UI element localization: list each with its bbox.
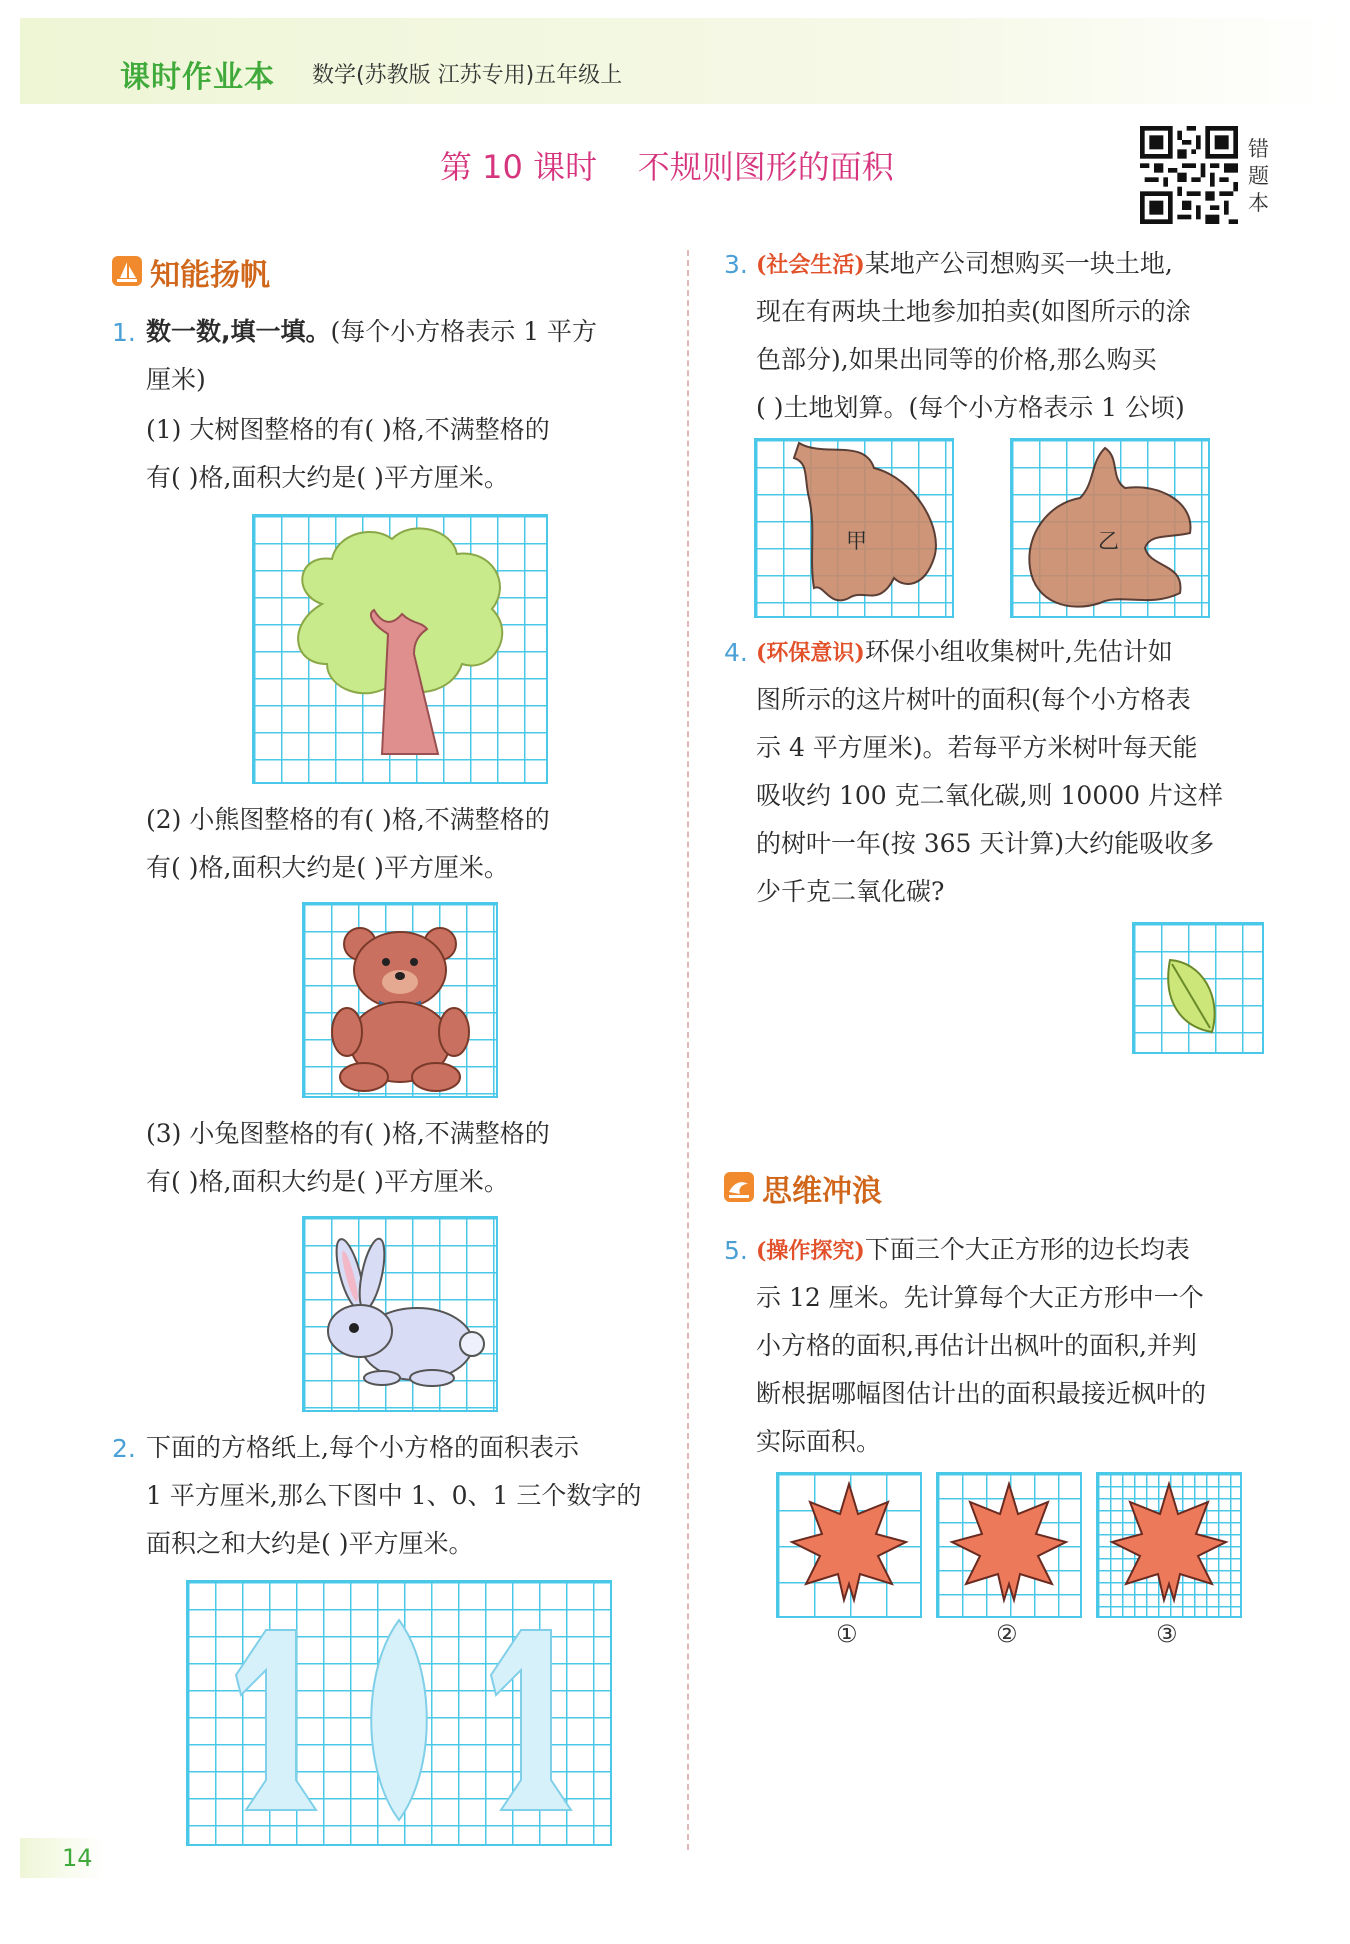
land-a-label: 甲 — [846, 529, 867, 553]
question-5-line5: 实际面积。 — [756, 1427, 882, 1456]
question-3-line4: ( )土地划算。(每个小方格表示 1 公顷) — [756, 393, 1185, 422]
question-5-tag: (操作探究) — [756, 1238, 865, 1264]
sail-icon — [112, 256, 142, 286]
wave-icon — [724, 1172, 754, 1202]
question-3-line1 — [756, 240, 1173, 289]
question-4-line6: 少千克二氧化碳? — [756, 877, 945, 906]
question-5-text: 下面三个大正方形的边长均表 — [864, 1235, 1190, 1264]
rabbit-icon — [302, 1216, 498, 1412]
qr-label-char: 题 — [1248, 164, 1269, 188]
maple-leaf-icon — [776, 1472, 922, 1618]
question-1-line1 — [146, 308, 597, 356]
land-b-label: 乙 — [1098, 529, 1119, 553]
question-4-line5: 的树叶一年(按 365 天计算)大约能吸收多 — [756, 829, 1215, 858]
qr-label-char: 本 — [1248, 191, 1269, 215]
figure-label-3: ③ — [1156, 1620, 1178, 1648]
brand-title: 课时作业本 — [120, 60, 275, 95]
figure-label-1: ① — [836, 1620, 858, 1648]
maple-leaf-icon — [936, 1472, 1082, 1618]
section-heading-zhineng: 知能扬帆 — [150, 258, 270, 293]
q1-part2-line1: (2) 小熊图整格的有( )格,不满整格的 — [146, 805, 550, 834]
leaf-icon — [1132, 922, 1264, 1054]
subject-line: 数学(苏教版 江苏专用)五年级上 — [312, 63, 623, 88]
question-2-line1: 下面的方格纸上,每个小方格的面积表示 — [146, 1433, 579, 1462]
question-3-tag: (社会生活) — [756, 252, 865, 278]
question-number: 2. — [112, 1434, 136, 1463]
qr-code-icon[interactable] — [1140, 126, 1238, 224]
q1-part3-line1: (3) 小兔图整格的有( )格,不满整格的 — [146, 1119, 550, 1148]
question-number: 3. — [724, 250, 748, 279]
question-number: 1. — [112, 318, 136, 347]
figure-label-2: ② — [996, 1620, 1018, 1648]
question-3-line2: 现在有两块土地参加拍卖(如图所示的涂 — [756, 297, 1191, 326]
question-1-note: (每个小方格表示 1 平方 — [330, 317, 598, 346]
question-1-lead: 数一数,填一填。 — [146, 317, 331, 346]
q1-part3-line2: 有( )格,面积大约是( )平方厘米。 — [146, 1167, 509, 1196]
qr-label-char: 错 — [1248, 137, 1269, 161]
bear-icon — [302, 902, 498, 1098]
column-divider — [687, 250, 689, 1850]
question-5-line4: 断根据哪幅图估计出的面积最接近枫叶的 — [756, 1379, 1207, 1408]
page-number: 14 — [20, 1838, 104, 1878]
maple-leaf-icon — [1096, 1472, 1242, 1618]
question-4-line3: 示 4 平方厘米)。若每平方米树叶每天能 — [756, 733, 1198, 762]
section-heading-siwei: 思维冲浪 — [762, 1174, 882, 1209]
question-5-line2: 示 12 厘米。先计算每个大正方形中一个 — [756, 1283, 1204, 1312]
question-1-line2: 厘米) — [146, 365, 206, 394]
question-4-tag: (环保意识) — [756, 640, 865, 666]
question-number: 5. — [724, 1236, 748, 1265]
tree-icon — [252, 514, 548, 784]
q1-part1-line1: (1) 大树图整格的有( )格,不满整格的 — [146, 415, 550, 444]
question-2-line2: 1 平方厘米,那么下图中 1、0、1 三个数字的 — [146, 1481, 642, 1510]
question-3-line3: 色部分),如果出同等的价格,那么购买 — [756, 345, 1157, 374]
q1-part1-line2: 有( )格,面积大约是( )平方厘米。 — [146, 463, 509, 492]
q1-part2-line2: 有( )格,面积大约是( )平方厘米。 — [146, 853, 509, 882]
question-number: 4. — [724, 638, 748, 667]
question-5-line1 — [756, 1226, 1190, 1275]
question-4-text: 环保小组收集树叶,先估计如 — [864, 637, 1173, 666]
digits-shapes — [186, 1580, 612, 1846]
lesson-title: 第 10 课时 不规则图形的面积 — [440, 148, 894, 186]
qr-label — [1248, 136, 1270, 217]
question-4-line2: 图所示的这片树叶的面积(每个小方格表 — [756, 685, 1191, 714]
question-3-text: 某地产公司想购买一块土地, — [864, 249, 1173, 278]
question-4-line4: 吸收约 100 克二氧化碳,则 10000 片这样 — [756, 781, 1223, 810]
question-5-line3: 小方格的面积,再估计出枫叶的面积,并判 — [756, 1331, 1197, 1360]
question-2-line3: 面积之和大约是( )平方厘米。 — [146, 1529, 474, 1558]
question-4-line1 — [756, 628, 1173, 677]
